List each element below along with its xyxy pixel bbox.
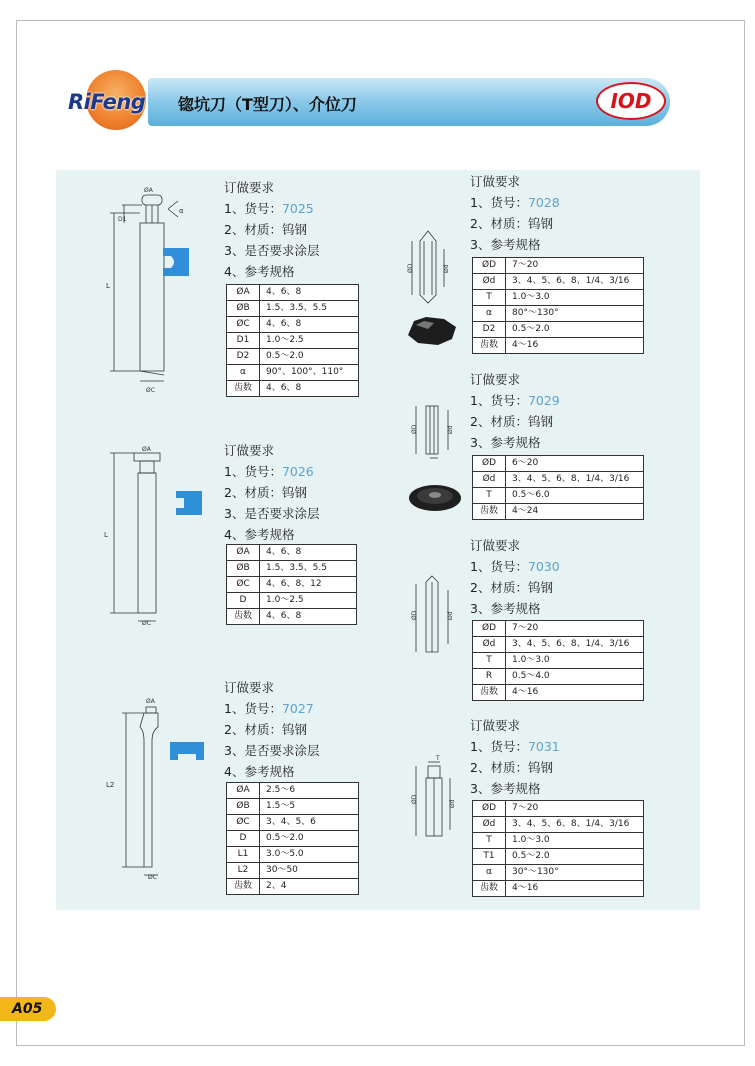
table-row: T 1.0～3.0 [473,290,644,306]
label-L: L [104,531,108,539]
drawing-7025 [96,187,186,398]
table-row: Ød 3、4、5、6、8、1/4、3/16 [473,274,644,290]
label-oa: ØA [146,698,155,705]
label-od-small: Ød [449,799,456,808]
label-od: ØD [411,424,418,434]
spec-table-7026 [226,544,357,625]
profile-icon-7025 [163,248,189,276]
material-line: 2、材质：钨钢 [224,722,307,737]
material-line: 2、材质：钨钢 [470,760,553,775]
table-row: 齿数 4～16 [473,338,644,354]
label-L: L [106,282,110,290]
item-label: 1、货号： [470,559,528,574]
label-oc: ØC [148,874,157,881]
item-line [470,192,560,213]
order-heading: 订做要求 [470,718,521,733]
spec-block-7031 [470,715,560,799]
table-row: D 0.5～2.0 [227,831,359,847]
page-title: 锪坑刀（T型刀）、介位刀 [178,95,357,114]
drawing-7031 [410,755,458,840]
table-row: R 0.5～4.0 [473,669,644,685]
item-code: 7030 [527,559,560,574]
drawing-7028 [408,225,454,307]
table-row: D2 0.5～2.0 [473,322,644,338]
table-row: ØA 4、6、8 [227,545,357,561]
table-row: T 1.0～3.0 [473,833,644,849]
spec-table-7025 [226,284,359,397]
item-line [224,698,319,719]
item-code: 7026 [281,464,314,479]
table-row: ØB 1.5、3.5、5.5 [227,301,359,317]
table-row: D1 1.0～2.5 [227,333,359,349]
table-row: 齿数 4、6、8 [227,381,359,397]
table-row: Ød 3、4、5、6、8、1/4、3/16 [473,817,644,833]
drawing-7029 [410,400,456,462]
spec-line: 3、参考规格 [470,601,541,616]
spec-table-7027 [226,782,359,895]
label-oa: ØA [144,187,153,194]
drawing-7030 [410,570,456,658]
spec-table-7031 [472,800,644,897]
table-row: 齿数 4、6、8 [227,609,357,625]
table-row: T1 0.5～2.0 [473,849,644,865]
order-heading: 订做要求 [470,538,521,553]
order-heading: 订做要求 [224,443,275,458]
material-line: 2、材质：钨钢 [470,216,553,231]
table-row: ØD 6～20 [473,456,644,472]
item-label: 1、货号： [224,201,282,216]
label-oc: ØC [142,620,151,627]
table-row: L1 3.0～5.0 [227,847,359,863]
table-row: D2 0.5～2.0 [227,349,359,365]
spec-block-7028 [470,171,560,255]
order-heading: 订做要求 [470,174,521,189]
label-od-small: Ød [447,425,454,434]
table-row: 齿数 4～24 [473,504,644,520]
item-line [470,556,560,577]
table-row: T 1.0～3.0 [473,653,644,669]
profile-icon-7026 [176,491,202,515]
item-code: 7029 [527,393,560,408]
table-row: 齿数 2、4 [227,879,359,895]
table-row: ØB 1.5～5 [227,799,359,815]
table-row: ØB 1.5、3.5、5.5 [227,561,357,577]
item-code: 7027 [281,701,314,716]
table-row: 齿数 4～16 [473,685,644,701]
label-od: ØD [411,610,418,620]
page-number-tag: A05 [0,997,56,1021]
spec-line: 3、参考规格 [470,237,541,252]
label-t: T [436,755,440,762]
coating-line: 3、是否要求涂层 [224,243,320,258]
cutter-photo-7029 [408,483,462,513]
label-od-small: Ød [443,264,450,273]
label-od: ØD [411,794,418,804]
material-line: 2、材质：钨钢 [470,414,553,429]
item-label: 1、货号： [470,739,528,754]
table-row: ØD 7～20 [473,801,644,817]
spec-line: 4、参考规格 [224,527,295,542]
item-label: 1、货号： [224,701,282,716]
spec-block-7029 [470,369,560,453]
spec-block-7025 [224,177,319,282]
item-line [470,390,560,411]
item-code: 7031 [527,739,560,754]
spec-table-7030 [472,620,644,701]
material-line: 2、材质：钨钢 [470,580,553,595]
label-L2: L2 [106,781,115,789]
table-row: Ød 3、4、5、6、8、1/4、3/16 [473,637,644,653]
table-row: D 1.0～2.5 [227,593,357,609]
item-label: 1、货号： [470,393,528,408]
table-row: ØA 2.5～6 [227,783,359,799]
brand-logo-text: RiFeng [68,90,146,114]
order-heading: 订做要求 [470,372,521,387]
table-row: ØC 4、6、8、12 [227,577,357,593]
spec-table-7028 [472,257,644,354]
item-label: 1、货号： [470,195,528,210]
table-row: α 30°～130° [473,865,644,881]
table-row: T 0.5～6.0 [473,488,644,504]
order-heading: 订做要求 [224,680,275,695]
brand-mark-logo: IOD [596,82,666,120]
table-row: L2 30～50 [227,863,359,879]
material-line: 2、材质：钨钢 [224,222,307,237]
item-code: 7025 [281,201,314,216]
table-row: ØC 3、4、5、6 [227,815,359,831]
table-row: ØA 4、6、8 [227,285,359,301]
label-oa: ØA [142,446,151,453]
table-row: ØD 7～20 [473,258,644,274]
coating-line: 3、是否要求涂层 [224,743,320,758]
order-heading: 订做要求 [224,180,275,195]
spec-table-7029 [472,455,644,520]
spec-line: 3、参考规格 [470,435,541,450]
coating-line: 3、是否要求涂层 [224,506,320,521]
label-d1: D1 [118,216,127,223]
item-label: 1、货号： [224,464,282,479]
spec-block-7030 [470,535,560,619]
material-line: 2、材质：钨钢 [224,485,307,500]
item-line [224,461,319,482]
spec-line: 4、参考规格 [224,264,295,279]
table-row: α 80°～130° [473,306,644,322]
drawing-7027 [106,695,176,880]
spec-block-7027 [224,677,319,782]
page-header [58,70,670,130]
label-od: ØD [407,263,414,273]
table-row: ØC 4、6、8 [227,317,359,333]
drawing-7026 [104,445,176,625]
spec-line: 3、参考规格 [470,781,541,796]
item-line [224,198,319,219]
label-oc: ØC [146,387,155,394]
label-alpha: α [179,207,184,215]
profile-icon-7027 [170,742,204,760]
spec-block-7026 [224,440,319,545]
table-row: α 90°、100°、110° [227,365,359,381]
table-row: 齿数 4～16 [473,881,644,897]
label-od-small: Ød [447,611,454,620]
table-row: ØD 7～20 [473,621,644,637]
item-line [470,736,560,757]
cutter-photo-7028 [404,313,460,347]
table-row: Ød 3、4、5、6、8、1/4、3/16 [473,472,644,488]
spec-line: 4、参考规格 [224,764,295,779]
item-code: 7028 [527,195,560,210]
